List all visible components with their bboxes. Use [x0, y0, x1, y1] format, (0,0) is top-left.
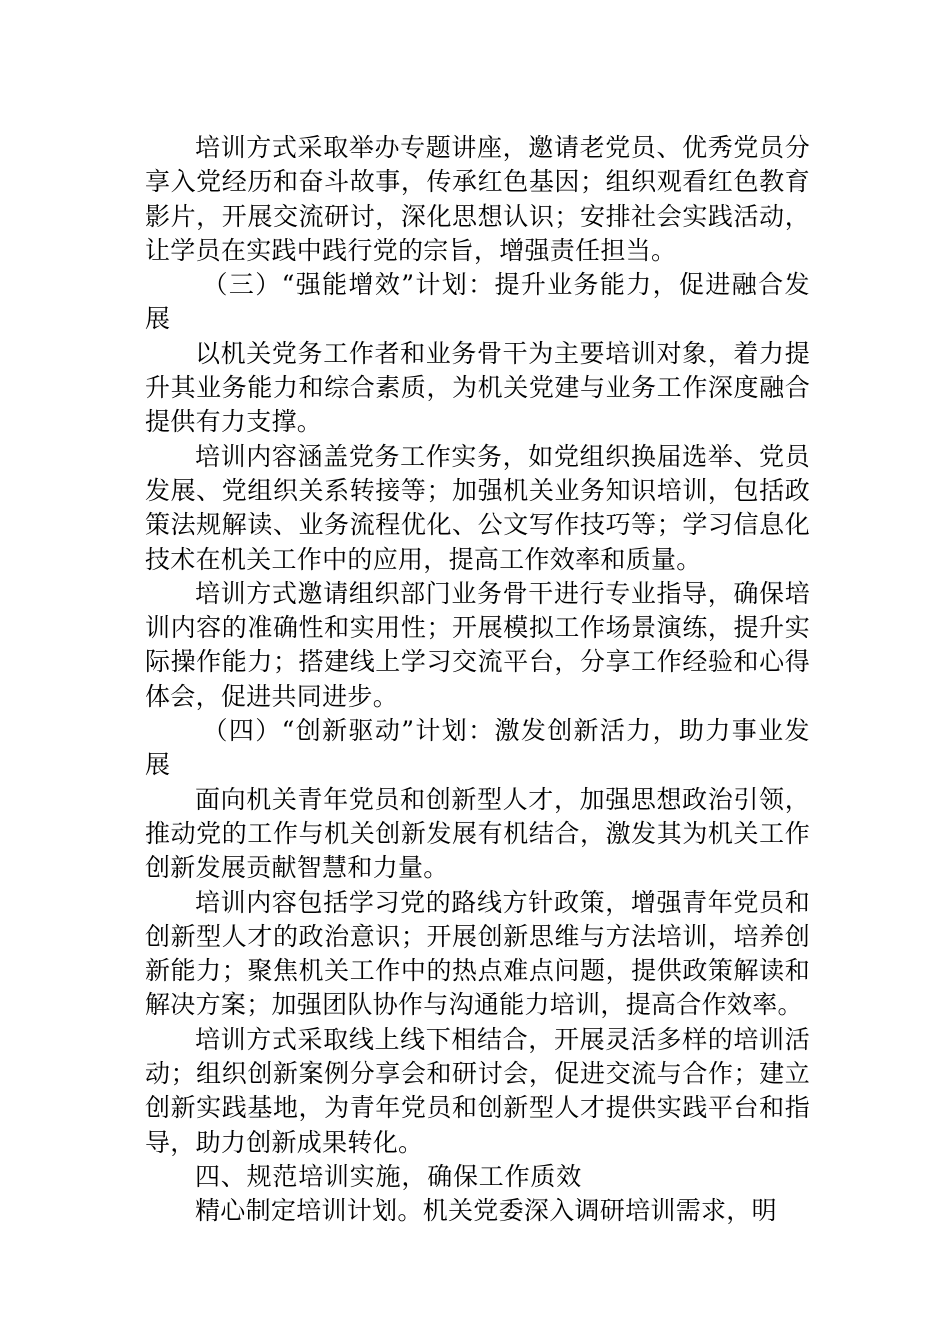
paragraph-plan-4-target: 面向机关青年党员和创新型人才，加强思想政治引领，推动党的工作与机关创新发展有机结合，激发其为机关工作创新发展贡献智慧和力量。 — [145, 784, 810, 883]
document-body — [145, 131, 810, 1229]
paragraph-training-method-lectures: 培训方式采取举办专题讲座，邀请老党员、优秀党员分享入党经历和奋斗故事，传承红色基因；组织观看红色教育影片，开展交流研讨，深化思想认识；安排社会实践活动，让学员在实践中践行党的宗旨，增强责任担当。 — [145, 133, 810, 265]
paragraph-plan-4-method: 培训方式采取线上线下相结合，开展灵活多样的培训活动；组织创新案例分享会和研讨会，促进交流与合作；建立创新实践基地，为青年党员和创新型人才提供实践平台和指导，助力创新成果转化。 — [145, 1024, 810, 1157]
section-heading-4: 四、规范培训实施，确保工作质效 — [195, 1161, 583, 1191]
sub-heading-plan-3: （三）“强能增效”计划：提升业务能力，促进融合发展 — [145, 270, 810, 334]
paragraph-plan-3-target: 以机关党务工作者和业务骨干为主要培训对象，着力提升其业务能力和综合素质，为机关党建与业务工作深度融合提供有力支撑。 — [145, 338, 810, 437]
paragraph-training-plan: 精心制定培训计划。机关党委深入调研培训需求，明 — [195, 1196, 777, 1226]
paragraph-plan-3-method: 培训方式邀请组织部门业务骨干进行专业指导，确保培训内容的准确性和实用性；开展模拟工作场景演练，提升实际操作能力；搭建线上学习交流平台，分享工作经验和心得体会，促进共同进步。 — [145, 578, 810, 711]
paragraph-plan-3-content: 培训内容涵盖党务工作实务，如党组织换届选举、党员发展、党组织关系转接等；加强机关业务知识培训，包括政策法规解读、业务流程优化、公文写作技巧等；学习信息化技术在机关工作中的应用，提高工作效率和质量。 — [145, 441, 810, 574]
paragraph-plan-4-content: 培训内容包括学习党的路线方针政策，增强青年党员和创新型人才的政治意识；开展创新思维与方法培训，培养创新能力；聚焦机关工作中的热点难点问题，提供政策解读和解决方案；加强团队协作与沟通能力培训，提高合作效率。 — [145, 887, 810, 1020]
sub-heading-plan-4: （四）“创新驱动”计划：激发创新活力，助力事业发展 — [145, 716, 810, 780]
